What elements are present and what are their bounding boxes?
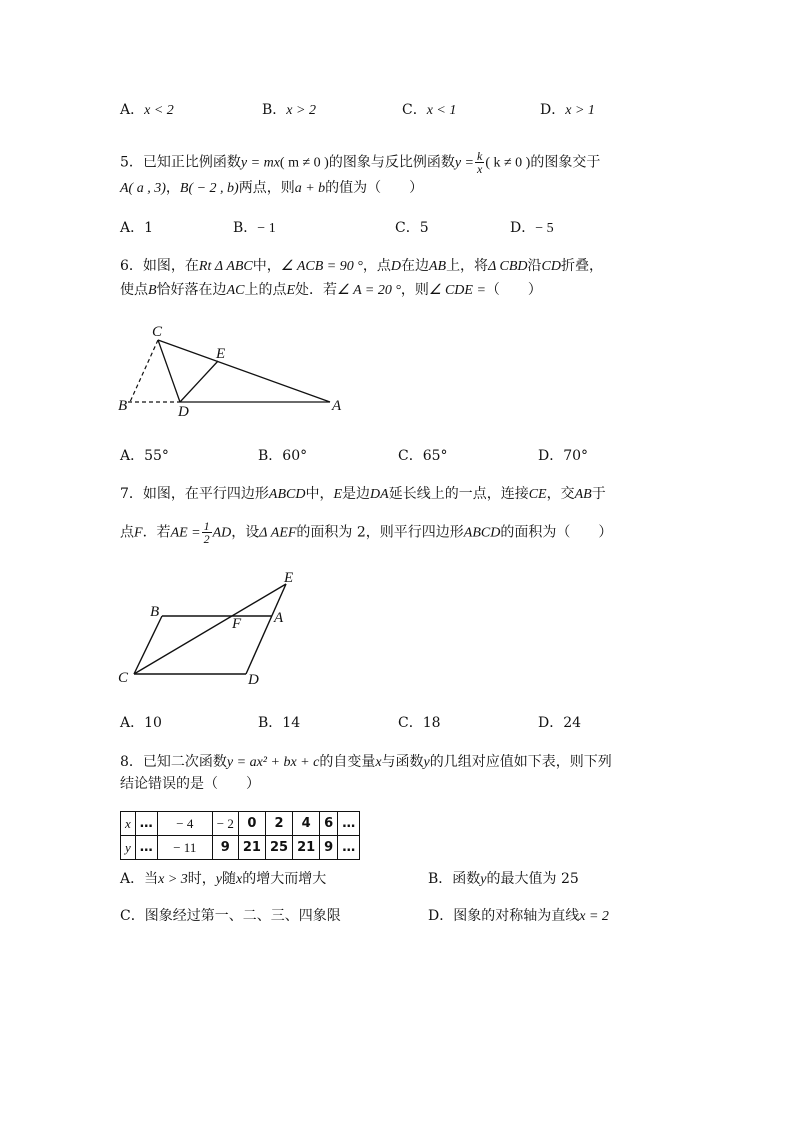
text: 与函数 xyxy=(381,754,424,770)
formula: x > 3 xyxy=(158,872,188,887)
segment-ca xyxy=(158,340,330,402)
text: 两点，则 xyxy=(238,180,295,196)
formula: x xyxy=(236,872,243,887)
formula: y = mx xyxy=(240,155,280,171)
text: 于 xyxy=(591,486,606,502)
formula: x = 2 xyxy=(579,909,609,924)
q7-stem-line1 xyxy=(120,484,606,505)
segment-de xyxy=(246,584,286,674)
option-text: A．1 xyxy=(120,220,154,236)
label-a: A xyxy=(274,610,284,626)
formula: y xyxy=(423,755,430,770)
q4-option-c xyxy=(402,100,456,121)
segment-cb-dashed xyxy=(130,340,158,402)
q8-option-d xyxy=(428,906,609,927)
option-value: − 5 xyxy=(535,221,554,236)
q8-option-c xyxy=(120,906,341,926)
text: ，设 xyxy=(231,524,260,541)
formula: a + b xyxy=(294,181,326,196)
q7-option-b xyxy=(258,713,300,733)
table-cell: 25 xyxy=(265,836,292,860)
text: 的图象交于 xyxy=(530,154,601,171)
text: 折叠， xyxy=(560,258,603,274)
formula: Δ CBD xyxy=(488,259,528,274)
text: ， xyxy=(165,180,180,196)
text: 处．若 xyxy=(295,282,338,298)
option-value: x < 1 xyxy=(426,103,457,118)
formula: AD xyxy=(212,525,232,541)
q7-option-d xyxy=(538,713,581,733)
label-c: C xyxy=(118,670,129,686)
text: 中， xyxy=(305,486,334,502)
text: 是边 xyxy=(342,486,371,502)
formula: ABCD xyxy=(268,487,306,502)
point-a: A( a , 3) xyxy=(120,181,166,196)
table-row-x xyxy=(121,812,360,836)
formula: ABCD xyxy=(463,525,501,541)
text: 随 xyxy=(222,871,237,887)
formula: AE = xyxy=(170,525,201,541)
q7-parallelogram-figure xyxy=(112,566,312,690)
table-cell: … xyxy=(338,836,360,860)
label-c: C xyxy=(152,324,163,340)
formula: ( m ≠ 0 ) xyxy=(279,155,329,171)
text: 的最大值为 25 xyxy=(486,871,579,887)
q6-stem-line2 xyxy=(120,280,542,301)
q6-option-d xyxy=(538,446,588,466)
q5-stem-line1 xyxy=(120,150,600,175)
text: 结论错误的是（ ） xyxy=(120,776,260,792)
label-d: D xyxy=(248,672,259,688)
option-text: A．10 xyxy=(120,715,162,731)
segment-ce xyxy=(134,584,286,674)
q5-option-b xyxy=(233,218,276,239)
option-text: C．65° xyxy=(398,448,448,464)
text: 6．如图，在 xyxy=(120,258,199,274)
formula: ( k ≠ 0 ) xyxy=(485,155,531,171)
formula: Δ AEF xyxy=(259,525,297,541)
formula: AB xyxy=(574,487,592,502)
text: 的面积为 2，则平行四边形 xyxy=(296,524,464,541)
option-letter: D． xyxy=(510,220,536,236)
text: C．图象经过第一、二、三、四象限 xyxy=(120,908,341,924)
option-value: x < 2 xyxy=(144,103,174,118)
option-value: x > 2 xyxy=(286,103,316,118)
text: 在边 xyxy=(400,258,429,274)
table-row-y xyxy=(121,836,360,860)
formula: E xyxy=(286,283,296,298)
label-b: B xyxy=(118,398,128,414)
point-b: B( − 2 , b) xyxy=(179,181,239,196)
text: （ ） xyxy=(485,282,542,298)
text: 5．已知正比例函数 xyxy=(120,154,241,171)
option-text: C．5 xyxy=(395,220,429,236)
q8-stem-line1 xyxy=(120,752,612,773)
text: ，交 xyxy=(546,486,575,502)
formula: y xyxy=(480,872,487,887)
option-value: − 1 xyxy=(257,221,276,236)
q4-option-d xyxy=(540,100,595,121)
formula: ∠ CDE = xyxy=(428,283,486,298)
text: 上的点 xyxy=(244,282,287,298)
text: 的图象与反比例函数 xyxy=(328,154,455,171)
text: ，点 xyxy=(362,258,391,274)
text: D．图象的对称轴为直线 xyxy=(428,908,580,924)
text: 8．已知二次函数 xyxy=(120,754,227,770)
text: ，则 xyxy=(400,282,429,298)
table-cell: 21 xyxy=(238,836,265,860)
label-e: E xyxy=(284,570,294,586)
q5-option-d xyxy=(510,218,554,239)
label-d: D xyxy=(178,404,189,420)
table-cell: − 2 xyxy=(212,812,238,836)
text: 点 xyxy=(120,524,134,541)
q8-option-b xyxy=(428,869,579,890)
formula: CE xyxy=(528,487,547,502)
table-cell: 6 xyxy=(320,812,338,836)
q6-option-c xyxy=(398,446,448,466)
q8-stem-line2 xyxy=(120,774,260,794)
text: 的值为（ ） xyxy=(325,180,424,196)
option-text: B．14 xyxy=(258,715,301,731)
formula: AC xyxy=(226,283,245,298)
option-text: D．24 xyxy=(538,715,582,731)
q4-option-a xyxy=(120,100,174,121)
formula: F xyxy=(134,525,143,541)
option-text: D．70° xyxy=(538,448,589,464)
table-cell: − 11 xyxy=(157,836,212,860)
text: 中， xyxy=(252,258,281,274)
text: 时， xyxy=(187,871,216,887)
q8-option-a xyxy=(120,869,326,890)
text: 的自变量 xyxy=(319,754,376,770)
q5-option-a xyxy=(120,218,153,238)
numerator: 1 xyxy=(203,519,210,533)
table-cell: 21 xyxy=(293,836,320,860)
fraction-k-over-x xyxy=(475,150,484,175)
text: 的增大而增大 xyxy=(242,871,327,887)
formula: AB xyxy=(428,259,447,274)
q6-option-a xyxy=(120,446,169,466)
table-cell: … xyxy=(135,836,157,860)
formula: Rt Δ ABC xyxy=(198,259,253,274)
label-a: A xyxy=(332,398,342,414)
table-cell: 9 xyxy=(320,836,338,860)
text: 延长线上的一点，连接 xyxy=(388,486,529,502)
table-cell: 0 xyxy=(238,812,265,836)
formula: D xyxy=(390,259,401,274)
label-e: E xyxy=(216,346,226,362)
option-text: B．60° xyxy=(258,448,308,464)
table-cell: … xyxy=(135,812,157,836)
formula: y = xyxy=(454,155,474,171)
table-cell: − 4 xyxy=(157,812,212,836)
table-cell: 2 xyxy=(265,812,292,836)
q7-option-c xyxy=(398,713,441,733)
text: 的几组对应值如下表，则下列 xyxy=(429,754,612,770)
option-letter: C． xyxy=(402,102,427,118)
q7-option-a xyxy=(120,713,162,733)
text: A．当 xyxy=(120,871,159,887)
label-b: B xyxy=(150,604,160,620)
label-f: F xyxy=(232,616,242,632)
text: 沿 xyxy=(527,258,542,274)
formula: ∠ A = 20 ° xyxy=(337,283,401,298)
numerator: k xyxy=(477,149,483,163)
option-value: x > 1 xyxy=(565,103,595,118)
option-letter: B． xyxy=(233,220,258,236)
denominator: x xyxy=(477,162,483,176)
text: ．若 xyxy=(142,524,171,541)
table-cell: 9 xyxy=(212,836,238,860)
text: B．函数 xyxy=(428,871,481,887)
q4-option-b xyxy=(262,100,316,121)
formula: ∠ ACB = 90 ° xyxy=(280,259,363,274)
text: 的面积为（ ） xyxy=(500,524,613,541)
q5-stem-line2 xyxy=(120,178,423,199)
q6-stem-line1 xyxy=(120,256,603,277)
text: 恰好落在边 xyxy=(156,282,227,298)
formula: B xyxy=(148,283,157,298)
fraction-one-half xyxy=(202,520,212,545)
option-letter: A． xyxy=(120,102,145,118)
q7-stem-line2 xyxy=(120,520,612,545)
table-cell: x xyxy=(121,812,136,836)
option-letter: B． xyxy=(262,102,287,118)
table-cell: 4 xyxy=(293,812,320,836)
denominator: 2 xyxy=(203,532,210,546)
segment-de xyxy=(180,361,218,402)
option-letter: D． xyxy=(540,102,566,118)
formula: E xyxy=(333,487,343,502)
formula: DA xyxy=(370,487,389,502)
q8-value-table xyxy=(120,811,360,860)
formula: y xyxy=(215,872,223,887)
formula: x xyxy=(375,755,382,770)
table-cell: … xyxy=(338,812,360,836)
text: 使点 xyxy=(120,282,148,298)
segment-cd xyxy=(158,340,180,402)
table-cell: y xyxy=(121,836,136,860)
q6-option-b xyxy=(258,446,307,466)
option-text: A．55° xyxy=(120,448,169,464)
text: 上，将 xyxy=(446,258,489,274)
formula: y = ax² + bx + c xyxy=(226,755,320,770)
q6-triangle-figure xyxy=(110,318,360,420)
text: 7．如图，在平行四边形 xyxy=(120,486,269,502)
option-text: C．18 xyxy=(398,715,441,731)
q5-option-c xyxy=(395,218,429,238)
formula: CD xyxy=(541,259,561,274)
